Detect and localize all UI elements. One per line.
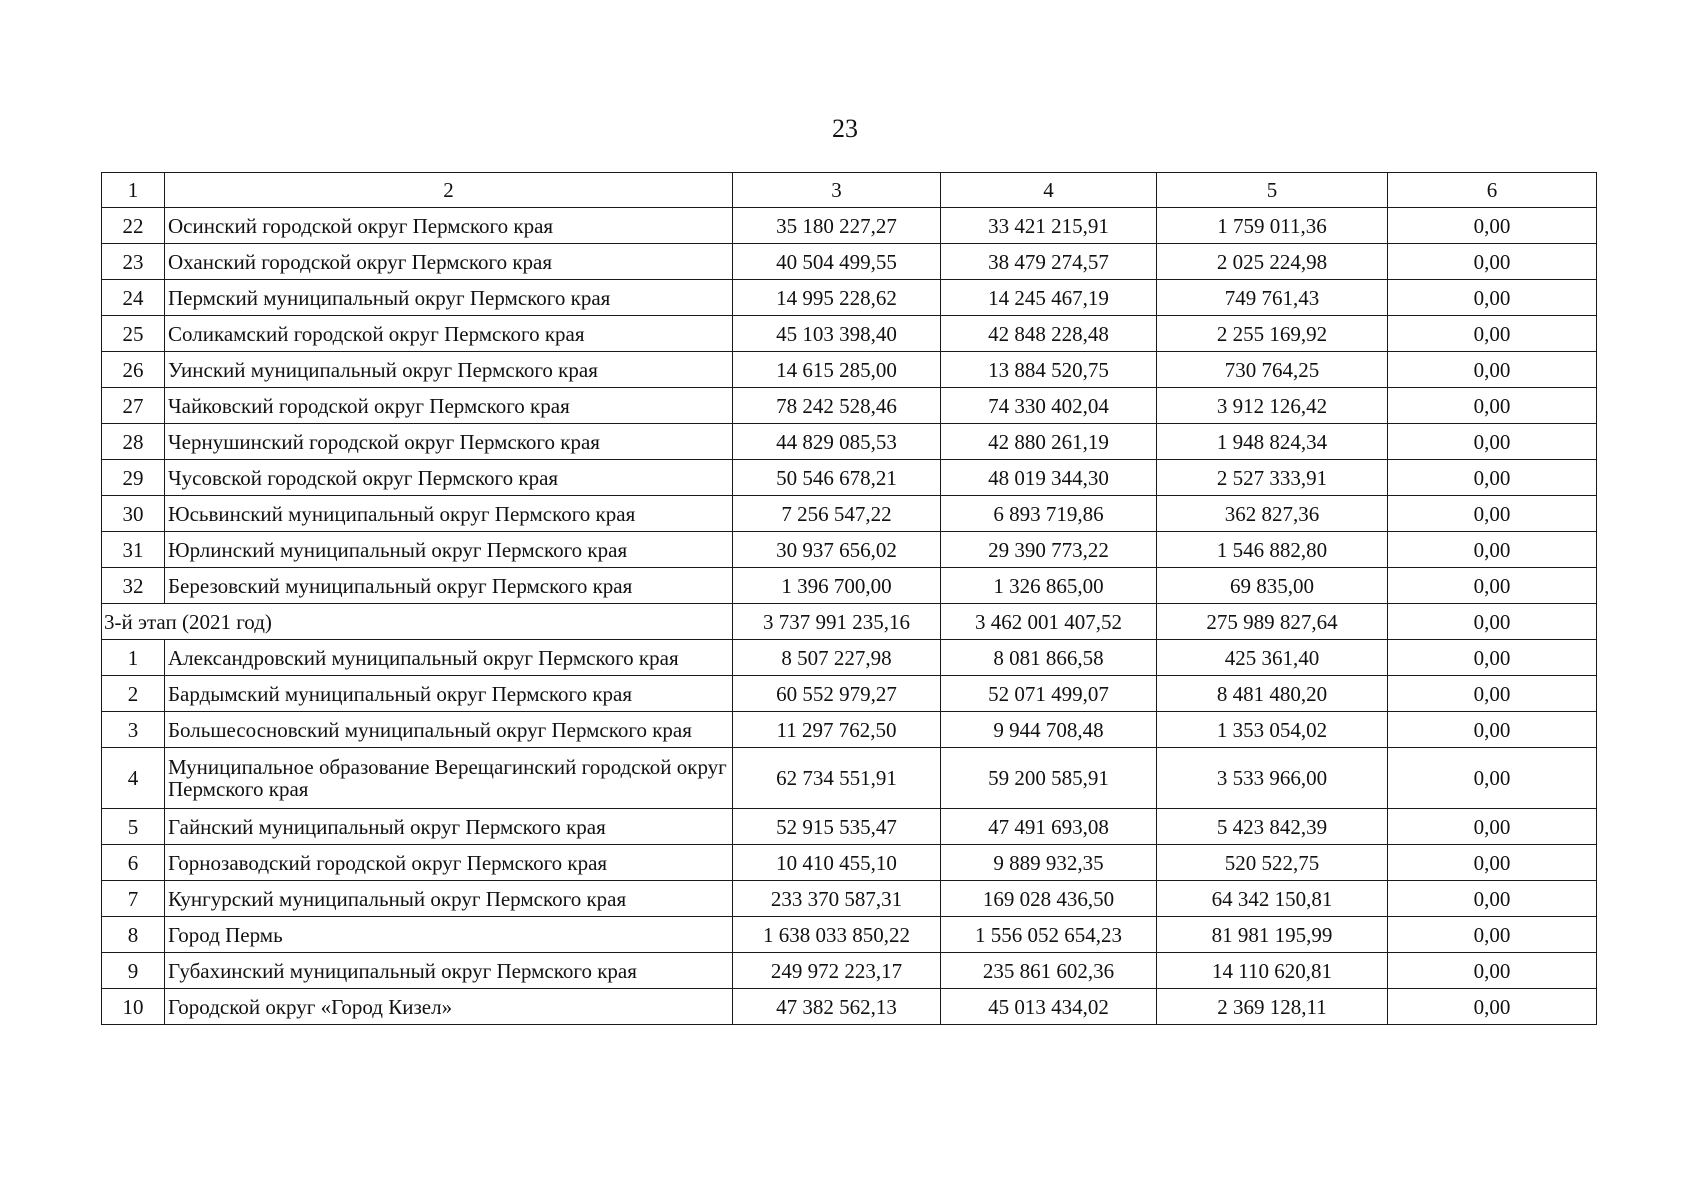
municipality-name-cell: Чайковский городской округ Пермского края (165, 388, 733, 424)
amount-col6-cell: 0,00 (1388, 640, 1597, 676)
stage-total-c3-cell: 3 737 991 235,16 (733, 604, 941, 640)
amount-col5-cell: 730 764,25 (1157, 352, 1388, 388)
row-number-cell: 10 (102, 989, 165, 1025)
header-cell-2: 2 (165, 173, 733, 208)
amount-col3-cell: 11 297 762,50 (733, 712, 941, 748)
amount-col4-cell: 235 861 602,36 (941, 953, 1157, 989)
amount-col6-cell: 0,00 (1388, 424, 1597, 460)
amount-col3-cell: 45 103 398,40 (733, 316, 941, 352)
header-cell-6: 6 (1388, 173, 1597, 208)
row-number-cell: 3 (102, 712, 165, 748)
table-header-row (102, 173, 1597, 208)
amount-col4-cell: 47 491 693,08 (941, 809, 1157, 845)
header-cell-4: 4 (941, 173, 1157, 208)
row-number-cell: 27 (102, 388, 165, 424)
amount-col6-cell: 0,00 (1388, 748, 1597, 809)
amount-col5-cell: 1 759 011,36 (1157, 208, 1388, 244)
table-row (102, 845, 1597, 881)
table-row (102, 532, 1597, 568)
table-row (102, 712, 1597, 748)
municipality-name-cell: Пермский муниципальный округ Пермского края (165, 280, 733, 316)
amount-col5-cell: 64 342 150,81 (1157, 881, 1388, 917)
municipality-name-cell: Горнозаводский городской округ Пермского края (165, 845, 733, 881)
amount-col3-cell: 47 382 562,13 (733, 989, 941, 1025)
amount-col3-cell: 50 546 678,21 (733, 460, 941, 496)
amount-col4-cell: 9 889 932,35 (941, 845, 1157, 881)
data-table (101, 172, 1597, 1025)
municipality-name-cell: Бардымский муниципальный округ Пермского края (165, 676, 733, 712)
amount-col4-cell: 48 019 344,30 (941, 460, 1157, 496)
amount-col3-cell: 249 972 223,17 (733, 953, 941, 989)
amount-col4-cell: 74 330 402,04 (941, 388, 1157, 424)
amount-col3-cell: 44 829 085,53 (733, 424, 941, 460)
amount-col6-cell: 0,00 (1388, 460, 1597, 496)
table-row (102, 953, 1597, 989)
stage-total-c4-cell: 3 462 001 407,52 (941, 604, 1157, 640)
row-number-cell: 22 (102, 208, 165, 244)
amount-col6-cell: 0,00 (1388, 532, 1597, 568)
amount-col3-cell: 40 504 499,55 (733, 244, 941, 280)
municipality-name-cell: Юрлинский муниципальный округ Пермского края (165, 532, 733, 568)
amount-col6-cell: 0,00 (1388, 809, 1597, 845)
amount-col3-cell: 8 507 227,98 (733, 640, 941, 676)
amount-col4-cell: 8 081 866,58 (941, 640, 1157, 676)
amount-col6-cell: 0,00 (1388, 953, 1597, 989)
amount-col6-cell: 0,00 (1388, 845, 1597, 881)
amount-col3-cell: 52 915 535,47 (733, 809, 941, 845)
table-row (102, 881, 1597, 917)
row-number-cell: 32 (102, 568, 165, 604)
amount-col3-cell: 35 180 227,27 (733, 208, 941, 244)
row-number-cell: 25 (102, 316, 165, 352)
row-number-cell: 8 (102, 917, 165, 953)
amount-col3-cell: 62 734 551,91 (733, 748, 941, 809)
header-cell-1: 1 (102, 173, 165, 208)
page-number: 23 (832, 114, 858, 143)
municipality-name-cell: Березовский муниципальный округ Пермского края (165, 568, 733, 604)
amount-col3-cell: 14 615 285,00 (733, 352, 941, 388)
amount-col6-cell: 0,00 (1388, 208, 1597, 244)
table-row (102, 748, 1597, 809)
amount-col5-cell: 362 827,36 (1157, 496, 1388, 532)
table-row (102, 208, 1597, 244)
stage-total-c6-cell: 0,00 (1388, 604, 1597, 640)
municipality-name-cell: Оханский городской округ Пермского края (165, 244, 733, 280)
municipality-name-cell: Александровский муниципальный округ Пермского края (165, 640, 733, 676)
municipality-name-cell: Чернушинский городской округ Пермского края (165, 424, 733, 460)
municipality-name-cell: Город Пермь (165, 917, 733, 953)
amount-col3-cell: 10 410 455,10 (733, 845, 941, 881)
amount-col6-cell: 0,00 (1388, 244, 1597, 280)
table-row (102, 568, 1597, 604)
amount-col4-cell: 38 479 274,57 (941, 244, 1157, 280)
amount-col3-cell: 1 396 700,00 (733, 568, 941, 604)
table-row (102, 989, 1597, 1025)
municipality-name-cell: Губахинский муниципальный округ Пермского края (165, 953, 733, 989)
row-number-cell: 23 (102, 244, 165, 280)
amount-col4-cell: 52 071 499,07 (941, 676, 1157, 712)
amount-col5-cell: 69 835,00 (1157, 568, 1388, 604)
amount-col6-cell: 0,00 (1388, 989, 1597, 1025)
municipality-name-cell: Уинский муниципальный округ Пермского края (165, 352, 733, 388)
table-row (102, 676, 1597, 712)
stage-summary-row (102, 604, 1597, 640)
table-row (102, 809, 1597, 845)
table-row (102, 280, 1597, 316)
header-cell-3: 3 (733, 173, 941, 208)
row-number-cell: 9 (102, 953, 165, 989)
amount-col3-cell: 233 370 587,31 (733, 881, 941, 917)
table-row (102, 640, 1597, 676)
table-row (102, 917, 1597, 953)
table-row (102, 316, 1597, 352)
amount-col6-cell: 0,00 (1388, 917, 1597, 953)
amount-col4-cell: 45 013 434,02 (941, 989, 1157, 1025)
municipality-name-cell: Гайнский муниципальный округ Пермского края (165, 809, 733, 845)
amount-col3-cell: 14 995 228,62 (733, 280, 941, 316)
table-body (102, 173, 1597, 1025)
row-number-cell: 4 (102, 748, 165, 809)
row-number-cell: 26 (102, 352, 165, 388)
amount-col4-cell: 1 326 865,00 (941, 568, 1157, 604)
row-number-cell: 31 (102, 532, 165, 568)
amount-col3-cell: 7 256 547,22 (733, 496, 941, 532)
municipality-name-cell: Осинский городской округ Пермского края (165, 208, 733, 244)
amount-col6-cell: 0,00 (1388, 881, 1597, 917)
amount-col6-cell: 0,00 (1388, 352, 1597, 388)
amount-col5-cell: 8 481 480,20 (1157, 676, 1388, 712)
amount-col6-cell: 0,00 (1388, 496, 1597, 532)
amount-col4-cell: 33 421 215,91 (941, 208, 1157, 244)
amount-col5-cell: 81 981 195,99 (1157, 917, 1388, 953)
amount-col5-cell: 2 025 224,98 (1157, 244, 1388, 280)
amount-col3-cell: 30 937 656,02 (733, 532, 941, 568)
amount-col3-cell: 1 638 033 850,22 (733, 917, 941, 953)
table-row (102, 496, 1597, 532)
amount-col5-cell: 14 110 620,81 (1157, 953, 1388, 989)
municipality-name-cell: Чусовской городской округ Пермского края (165, 460, 733, 496)
amount-col5-cell: 1 546 882,80 (1157, 532, 1388, 568)
amount-col6-cell: 0,00 (1388, 388, 1597, 424)
amount-col5-cell: 2 255 169,92 (1157, 316, 1388, 352)
amount-col4-cell: 169 028 436,50 (941, 881, 1157, 917)
amount-col5-cell: 1 948 824,34 (1157, 424, 1388, 460)
row-number-cell: 28 (102, 424, 165, 460)
row-number-cell: 1 (102, 640, 165, 676)
amount-col3-cell: 78 242 528,46 (733, 388, 941, 424)
amount-col4-cell: 1 556 052 654,23 (941, 917, 1157, 953)
municipality-name-cell: Муниципальное образование Верещагинский городской округ Пермского края (165, 748, 733, 809)
municipality-name-cell: Кунгурский муниципальный округ Пермского края (165, 881, 733, 917)
amount-col3-cell: 60 552 979,27 (733, 676, 941, 712)
header-cell-5: 5 (1157, 173, 1388, 208)
stage-total-c5-cell: 275 989 827,64 (1157, 604, 1388, 640)
stage-label-cell: 3-й этап (2021 год) (102, 604, 733, 640)
amount-col5-cell: 1 353 054,02 (1157, 712, 1388, 748)
amount-col5-cell: 2 527 333,91 (1157, 460, 1388, 496)
amount-col5-cell: 5 423 842,39 (1157, 809, 1388, 845)
row-number-cell: 24 (102, 280, 165, 316)
amount-col4-cell: 13 884 520,75 (941, 352, 1157, 388)
amount-col4-cell: 42 848 228,48 (941, 316, 1157, 352)
table-row (102, 352, 1597, 388)
amount-col6-cell: 0,00 (1388, 712, 1597, 748)
amount-col4-cell: 6 893 719,86 (941, 496, 1157, 532)
amount-col5-cell: 425 361,40 (1157, 640, 1388, 676)
row-number-cell: 29 (102, 460, 165, 496)
amount-col4-cell: 29 390 773,22 (941, 532, 1157, 568)
amount-col6-cell: 0,00 (1388, 280, 1597, 316)
amount-col6-cell: 0,00 (1388, 676, 1597, 712)
amount-col6-cell: 0,00 (1388, 316, 1597, 352)
amount-col4-cell: 42 880 261,19 (941, 424, 1157, 460)
row-number-cell: 6 (102, 845, 165, 881)
table-row (102, 388, 1597, 424)
amount-col5-cell: 2 369 128,11 (1157, 989, 1388, 1025)
row-number-cell: 2 (102, 676, 165, 712)
amount-col4-cell: 9 944 708,48 (941, 712, 1157, 748)
row-number-cell: 30 (102, 496, 165, 532)
amount-col5-cell: 3 912 126,42 (1157, 388, 1388, 424)
row-number-cell: 7 (102, 881, 165, 917)
table-row (102, 424, 1597, 460)
municipality-name-cell: Соликамский городской округ Пермского края (165, 316, 733, 352)
table-row (102, 244, 1597, 280)
table-row (102, 460, 1597, 496)
amount-col6-cell: 0,00 (1388, 568, 1597, 604)
amount-col5-cell: 3 533 966,00 (1157, 748, 1388, 809)
amount-col5-cell: 749 761,43 (1157, 280, 1388, 316)
municipality-name-cell: Городской округ «Город Кизел» (165, 989, 733, 1025)
amount-col4-cell: 14 245 467,19 (941, 280, 1157, 316)
amount-col4-cell: 59 200 585,91 (941, 748, 1157, 809)
municipality-name-cell: Юсьвинский муниципальный округ Пермского края (165, 496, 733, 532)
amount-col5-cell: 520 522,75 (1157, 845, 1388, 881)
row-number-cell: 5 (102, 809, 165, 845)
municipality-name-cell: Большесосновский муниципальный округ Пермского края (165, 712, 733, 748)
